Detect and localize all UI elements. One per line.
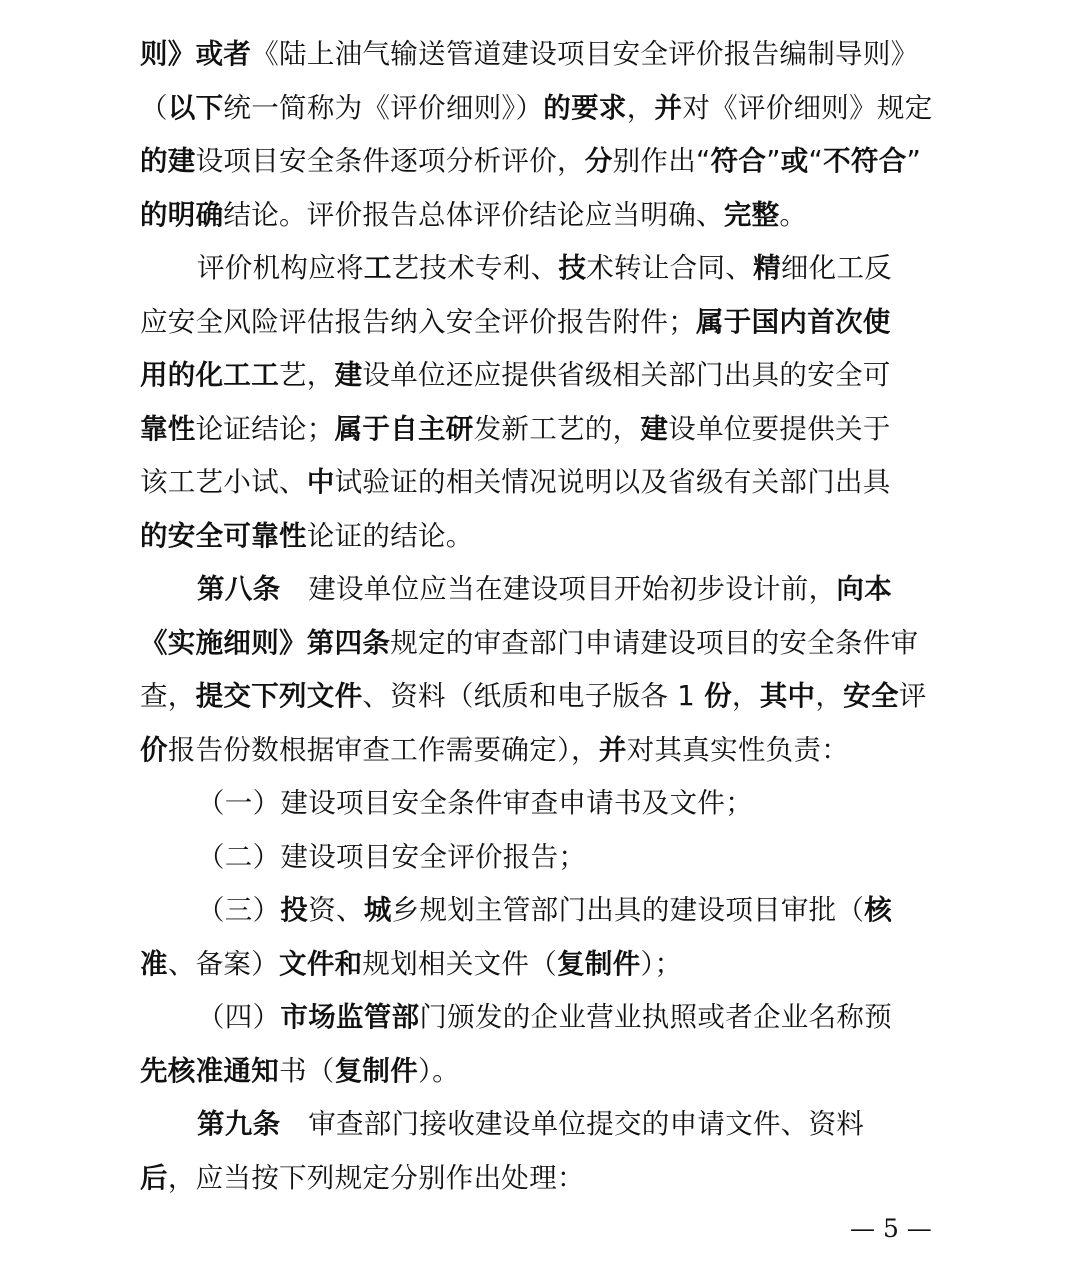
- text-segment: 门颁发的企业营业执照或者企业名称预: [419, 1001, 893, 1033]
- text-segment: 核: [864, 894, 893, 926]
- text-segment: 论证的结论。: [306, 519, 474, 552]
- text-segment: （一）建设项目安全条件审查申请书及文件；: [197, 787, 753, 819]
- text-segment: 发新工艺的，: [473, 412, 641, 445]
- text-segment: 先核准通知: [140, 1054, 279, 1087]
- text-segment: 靠性: [140, 412, 196, 445]
- text-segment: 中: [306, 466, 335, 498]
- text-segment: 不符合: [823, 145, 907, 177]
- text-segment: 论证结论；: [195, 412, 335, 445]
- text-segment: 艺技术专利、: [391, 252, 559, 284]
- text-segment: 投: [280, 894, 309, 926]
- text-segment: （二）建设项目安全评价报告；: [197, 840, 587, 873]
- text-segment: 《实施细则》第四条: [140, 626, 391, 659]
- text-segment: 应安全风险评估报告纳入安全评价报告附件；: [140, 305, 696, 338]
- text-segment: 或: [780, 145, 809, 177]
- text-segment: ”: [906, 145, 922, 177]
- text-line: [140, 456, 942, 510]
- text-segment: 资、: [308, 894, 364, 926]
- text-line: [140, 82, 942, 136]
- text-segment: 的明确: [140, 198, 224, 231]
- text-line: [140, 938, 942, 992]
- text-segment: 。: [779, 198, 808, 231]
- text-segment: 属于自主研: [334, 412, 474, 445]
- text-segment: 文件和: [279, 947, 363, 980]
- text-segment: 审查部门接收建设单位提交的申请文件、资料: [280, 1108, 865, 1140]
- text-segment: 的要求: [543, 91, 627, 124]
- text-segment: 《陆上油气输送管道建设项目安全评价报告编制导则》: [251, 38, 919, 70]
- text-segment: 向本: [836, 573, 893, 605]
- text-segment: 术转让合同、: [586, 252, 754, 284]
- text-line: [140, 135, 942, 189]
- text-segment: ，: [815, 680, 844, 712]
- text-line: [140, 670, 942, 724]
- text-line: [140, 296, 942, 350]
- text-segment: 艺，: [279, 359, 335, 391]
- text-segment: 别作出“: [612, 145, 711, 177]
- text-segment: 的建: [140, 145, 196, 177]
- text-segment: 工: [363, 252, 392, 284]
- text-line: [140, 242, 942, 296]
- text-segment: （四）: [197, 1001, 281, 1033]
- list-item-3: [140, 884, 942, 938]
- text-segment: 份: [704, 680, 732, 712]
- text-segment: 复制件: [557, 947, 641, 980]
- article-8-heading-line: [140, 563, 942, 617]
- text-segment: 该工艺小试、: [140, 466, 307, 498]
- text-segment: 评: [898, 680, 927, 712]
- text-segment: 对《评价细则》规定: [682, 91, 933, 124]
- list-item-4: [140, 991, 942, 1045]
- text-line: [140, 1152, 942, 1206]
- text-segment: 、资料（纸质和电子版各 1: [362, 680, 705, 712]
- list-item-1: [140, 777, 942, 831]
- text-segment: 规定的审查部门申请建设项目的安全条件审: [390, 626, 919, 659]
- text-segment: （三）: [197, 894, 281, 926]
- text-segment: 书（: [279, 1054, 335, 1087]
- text-segment: 城: [363, 894, 392, 926]
- article-number: 第八条: [197, 573, 281, 605]
- article-9-heading-line: [140, 1098, 942, 1152]
- text-segment: 设单位要提供关于: [668, 412, 891, 445]
- text-line: [140, 403, 942, 457]
- text-line: [140, 1045, 942, 1099]
- text-segment: 并: [598, 733, 627, 766]
- text-segment: “: [808, 145, 824, 177]
- text-segment: 统一简称为《评价细则》）: [223, 91, 544, 124]
- text-segment: ）。: [418, 1054, 460, 1087]
- text-segment: 对其真实性负责：: [626, 733, 850, 766]
- text-segment: ，: [731, 680, 760, 712]
- text-segment: 其中: [759, 680, 816, 712]
- text-segment: 属于国内首次使: [696, 305, 891, 338]
- text-segment: 复制件: [334, 1054, 419, 1087]
- text-segment: 建设单位应当在建设项目开始初步设计前，: [280, 573, 837, 605]
- page-number: — 5 —: [850, 1214, 932, 1243]
- text-line: [140, 349, 942, 403]
- text-segment: 建: [334, 359, 363, 391]
- article-number: 第九条: [197, 1108, 281, 1140]
- text-segment: ）；: [640, 947, 683, 980]
- text-segment: 安全: [843, 680, 899, 712]
- list-item-2: [140, 831, 942, 885]
- text-line: [140, 724, 942, 778]
- text-segment: 市场监管部: [280, 1001, 420, 1033]
- text-segment: ”: [766, 145, 781, 177]
- text-segment: 准: [140, 947, 168, 980]
- text-segment: 规划相关文件（: [362, 947, 558, 980]
- text-segment: 查，: [140, 680, 196, 712]
- text-segment: 并: [654, 91, 683, 124]
- text-segment: 报告份数根据审查工作需要确定），: [167, 733, 599, 766]
- text-segment: 乡规划主管部门出具的建设项目审批（: [391, 894, 865, 926]
- text-segment: 设单位还应提供省级相关部门出具的安全可: [362, 359, 891, 391]
- text-segment: 技: [558, 252, 587, 284]
- text-segment: 价: [140, 733, 168, 766]
- text-segment: 或者: [195, 38, 252, 70]
- text-segment: 精: [753, 252, 781, 284]
- text-segment: 结论。评价报告总体评价结论应当明确、: [223, 198, 724, 231]
- text-segment: 后: [140, 1161, 168, 1194]
- text-line: [140, 189, 942, 243]
- text-line: [140, 617, 942, 671]
- text-segment: 完整: [723, 198, 780, 231]
- text-segment: 则》: [140, 38, 196, 70]
- text-segment: 设项目安全条件逐项分析评价，: [195, 145, 585, 177]
- text-segment: 评价机构应将: [197, 252, 364, 284]
- text-segment: （: [140, 91, 168, 124]
- text-segment: 用的化工工: [140, 359, 279, 391]
- text-segment: 建: [640, 412, 669, 445]
- text-segment: 细化工反: [780, 252, 893, 284]
- text-segment: 试验证的相关情况说明以及省级有关部门出具: [334, 466, 891, 498]
- text-segment: 、备案）: [167, 947, 280, 980]
- text-segment: 的安全可靠性: [140, 519, 307, 552]
- text-segment: ，应当按下列规定分别作出处理：: [167, 1161, 585, 1194]
- text-segment: ，: [626, 91, 655, 124]
- text-segment: 符合: [710, 145, 767, 177]
- text-line: [140, 510, 942, 564]
- text-segment: 提交下列文件: [195, 680, 363, 712]
- text-line: [140, 28, 942, 82]
- text-segment: 以下: [167, 91, 224, 124]
- body-text: [140, 28, 942, 1205]
- text-segment: 分: [584, 145, 613, 177]
